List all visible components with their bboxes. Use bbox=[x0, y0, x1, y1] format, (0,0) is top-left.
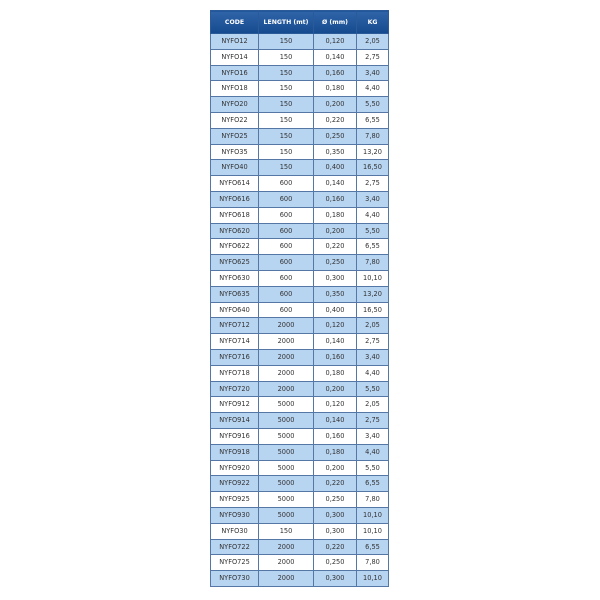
table-row bbox=[211, 207, 389, 223]
cell-diameter: 0,250 bbox=[314, 492, 357, 508]
cell-length: 150 bbox=[259, 65, 314, 81]
cell-code: NYFO930 bbox=[211, 507, 259, 523]
cell-code: NYFO18 bbox=[211, 81, 259, 97]
cell-length: 2000 bbox=[259, 318, 314, 334]
table-row bbox=[211, 239, 389, 255]
cell-code: NYFO920 bbox=[211, 460, 259, 476]
cell-diameter: 0,300 bbox=[314, 523, 357, 539]
table-row bbox=[211, 144, 389, 160]
cell-length: 5000 bbox=[259, 476, 314, 492]
cell-length: 2000 bbox=[259, 539, 314, 555]
cell-code: NYFO616 bbox=[211, 191, 259, 207]
cell-code: NYFO622 bbox=[211, 239, 259, 255]
cell-diameter: 0,160 bbox=[314, 191, 357, 207]
cell-kg: 2,75 bbox=[357, 176, 389, 192]
cell-kg: 4,40 bbox=[357, 365, 389, 381]
cell-diameter: 0,180 bbox=[314, 365, 357, 381]
table-row bbox=[211, 128, 389, 144]
cell-length: 150 bbox=[259, 144, 314, 160]
cell-code: NYFO714 bbox=[211, 334, 259, 350]
cell-code: NYFO620 bbox=[211, 223, 259, 239]
cell-length: 2000 bbox=[259, 349, 314, 365]
cell-length: 5000 bbox=[259, 492, 314, 508]
cell-kg: 6,55 bbox=[357, 476, 389, 492]
cell-length: 600 bbox=[259, 302, 314, 318]
column-header-kg: KG bbox=[357, 11, 389, 34]
cell-code: NYFO922 bbox=[211, 476, 259, 492]
cell-length: 5000 bbox=[259, 397, 314, 413]
cell-kg: 4,40 bbox=[357, 81, 389, 97]
cell-kg: 3,40 bbox=[357, 191, 389, 207]
cell-diameter: 0,250 bbox=[314, 255, 357, 271]
cell-diameter: 0,180 bbox=[314, 444, 357, 460]
cell-code: NYFO640 bbox=[211, 302, 259, 318]
cell-length: 600 bbox=[259, 286, 314, 302]
cell-code: NYFO716 bbox=[211, 349, 259, 365]
cell-length: 600 bbox=[259, 176, 314, 192]
cell-diameter: 0,160 bbox=[314, 65, 357, 81]
cell-diameter: 0,200 bbox=[314, 97, 357, 113]
cell-kg: 10,10 bbox=[357, 507, 389, 523]
cell-length: 150 bbox=[259, 97, 314, 113]
cell-diameter: 0,140 bbox=[314, 176, 357, 192]
cell-code: NYFO925 bbox=[211, 492, 259, 508]
table-row bbox=[211, 112, 389, 128]
cell-diameter: 0,180 bbox=[314, 81, 357, 97]
table-row bbox=[211, 49, 389, 65]
cell-diameter: 0,220 bbox=[314, 239, 357, 255]
cell-code: NYFO40 bbox=[211, 160, 259, 176]
column-header-length: LENGTH (mt) bbox=[259, 11, 314, 34]
table-body bbox=[211, 34, 389, 587]
cell-length: 600 bbox=[259, 239, 314, 255]
cell-code: NYFO618 bbox=[211, 207, 259, 223]
cell-code: NYFO916 bbox=[211, 428, 259, 444]
table-row bbox=[211, 65, 389, 81]
cell-diameter: 0,140 bbox=[314, 334, 357, 350]
table-row bbox=[211, 571, 389, 587]
cell-code: NYFO914 bbox=[211, 413, 259, 429]
cell-length: 5000 bbox=[259, 460, 314, 476]
cell-kg: 10,10 bbox=[357, 571, 389, 587]
cell-code: NYFO912 bbox=[211, 397, 259, 413]
cell-diameter: 0,250 bbox=[314, 128, 357, 144]
cell-kg: 2,75 bbox=[357, 413, 389, 429]
cell-length: 600 bbox=[259, 207, 314, 223]
cell-kg: 2,75 bbox=[357, 334, 389, 350]
table-row bbox=[211, 365, 389, 381]
table-row bbox=[211, 255, 389, 271]
cell-kg: 7,80 bbox=[357, 128, 389, 144]
cell-diameter: 0,400 bbox=[314, 302, 357, 318]
table-row bbox=[211, 223, 389, 239]
cell-kg: 16,50 bbox=[357, 302, 389, 318]
cell-code: NYFO625 bbox=[211, 255, 259, 271]
cell-kg: 3,40 bbox=[357, 349, 389, 365]
table-row bbox=[211, 81, 389, 97]
cell-kg: 13,20 bbox=[357, 144, 389, 160]
cell-code: NYFO12 bbox=[211, 34, 259, 50]
cell-kg: 10,10 bbox=[357, 523, 389, 539]
table-row bbox=[211, 318, 389, 334]
cell-length: 150 bbox=[259, 128, 314, 144]
cell-kg: 4,40 bbox=[357, 207, 389, 223]
cell-code: NYFO614 bbox=[211, 176, 259, 192]
table-row bbox=[211, 397, 389, 413]
cell-code: NYFO730 bbox=[211, 571, 259, 587]
cell-kg: 5,50 bbox=[357, 223, 389, 239]
column-header-code: CODE bbox=[211, 11, 259, 34]
cell-length: 2000 bbox=[259, 381, 314, 397]
cell-length: 150 bbox=[259, 34, 314, 50]
table-row bbox=[211, 444, 389, 460]
cell-diameter: 0,120 bbox=[314, 397, 357, 413]
cell-code: NYFO630 bbox=[211, 270, 259, 286]
cell-length: 2000 bbox=[259, 571, 314, 587]
cell-diameter: 0,200 bbox=[314, 223, 357, 239]
cell-diameter: 0,300 bbox=[314, 507, 357, 523]
cell-length: 150 bbox=[259, 523, 314, 539]
cell-length: 150 bbox=[259, 49, 314, 65]
cell-length: 5000 bbox=[259, 444, 314, 460]
cell-code: NYFO14 bbox=[211, 49, 259, 65]
cell-diameter: 0,140 bbox=[314, 413, 357, 429]
cell-diameter: 0,180 bbox=[314, 207, 357, 223]
cell-kg: 5,50 bbox=[357, 97, 389, 113]
cell-length: 150 bbox=[259, 160, 314, 176]
cell-length: 5000 bbox=[259, 507, 314, 523]
cell-diameter: 0,220 bbox=[314, 112, 357, 128]
table-row bbox=[211, 555, 389, 571]
product-spec-table bbox=[210, 10, 389, 587]
cell-length: 600 bbox=[259, 255, 314, 271]
cell-kg: 10,10 bbox=[357, 270, 389, 286]
cell-code: NYFO30 bbox=[211, 523, 259, 539]
cell-length: 600 bbox=[259, 270, 314, 286]
cell-diameter: 0,250 bbox=[314, 555, 357, 571]
cell-code: NYFO635 bbox=[211, 286, 259, 302]
cell-code: NYFO25 bbox=[211, 128, 259, 144]
cell-kg: 2,05 bbox=[357, 397, 389, 413]
table-row bbox=[211, 428, 389, 444]
cell-diameter: 0,400 bbox=[314, 160, 357, 176]
cell-length: 150 bbox=[259, 112, 314, 128]
cell-diameter: 0,220 bbox=[314, 539, 357, 555]
cell-code: NYFO712 bbox=[211, 318, 259, 334]
table-row bbox=[211, 160, 389, 176]
cell-diameter: 0,300 bbox=[314, 571, 357, 587]
cell-kg: 13,20 bbox=[357, 286, 389, 302]
table-row bbox=[211, 97, 389, 113]
table-row bbox=[211, 34, 389, 50]
column-header-diameter: Ø (mm) bbox=[314, 11, 357, 34]
cell-diameter: 0,300 bbox=[314, 270, 357, 286]
table-row bbox=[211, 539, 389, 555]
cell-diameter: 0,160 bbox=[314, 428, 357, 444]
cell-kg: 7,80 bbox=[357, 492, 389, 508]
cell-kg: 5,50 bbox=[357, 460, 389, 476]
table-row bbox=[211, 492, 389, 508]
cell-kg: 4,40 bbox=[357, 444, 389, 460]
cell-diameter: 0,220 bbox=[314, 476, 357, 492]
cell-code: NYFO22 bbox=[211, 112, 259, 128]
table-row bbox=[211, 523, 389, 539]
cell-kg: 2,75 bbox=[357, 49, 389, 65]
cell-code: NYFO718 bbox=[211, 365, 259, 381]
table-row bbox=[211, 476, 389, 492]
cell-diameter: 0,350 bbox=[314, 144, 357, 160]
cell-length: 150 bbox=[259, 81, 314, 97]
cell-kg: 16,50 bbox=[357, 160, 389, 176]
table-header bbox=[211, 11, 389, 34]
cell-diameter: 0,350 bbox=[314, 286, 357, 302]
cell-code: NYFO16 bbox=[211, 65, 259, 81]
cell-code: NYFO35 bbox=[211, 144, 259, 160]
cell-length: 5000 bbox=[259, 413, 314, 429]
table-row bbox=[211, 270, 389, 286]
cell-code: NYFO918 bbox=[211, 444, 259, 460]
cell-length: 600 bbox=[259, 191, 314, 207]
cell-length: 5000 bbox=[259, 428, 314, 444]
cell-kg: 2,05 bbox=[357, 34, 389, 50]
cell-kg: 3,40 bbox=[357, 428, 389, 444]
cell-kg: 7,80 bbox=[357, 555, 389, 571]
cell-code: NYFO720 bbox=[211, 381, 259, 397]
cell-kg: 5,50 bbox=[357, 381, 389, 397]
cell-length: 600 bbox=[259, 223, 314, 239]
cell-kg: 6,55 bbox=[357, 112, 389, 128]
cell-diameter: 0,140 bbox=[314, 49, 357, 65]
table-row bbox=[211, 507, 389, 523]
cell-diameter: 0,200 bbox=[314, 460, 357, 476]
cell-kg: 2,05 bbox=[357, 318, 389, 334]
cell-code: NYFO20 bbox=[211, 97, 259, 113]
cell-diameter: 0,160 bbox=[314, 349, 357, 365]
table-row bbox=[211, 191, 389, 207]
cell-length: 2000 bbox=[259, 334, 314, 350]
cell-diameter: 0,120 bbox=[314, 318, 357, 334]
cell-kg: 7,80 bbox=[357, 255, 389, 271]
cell-code: NYFO725 bbox=[211, 555, 259, 571]
table-row bbox=[211, 349, 389, 365]
table-row bbox=[211, 381, 389, 397]
cell-kg: 3,40 bbox=[357, 65, 389, 81]
table-row bbox=[211, 286, 389, 302]
cell-length: 2000 bbox=[259, 365, 314, 381]
cell-code: NYFO722 bbox=[211, 539, 259, 555]
cell-kg: 6,55 bbox=[357, 539, 389, 555]
cell-length: 2000 bbox=[259, 555, 314, 571]
header-row bbox=[211, 11, 389, 34]
table-row bbox=[211, 302, 389, 318]
table-row bbox=[211, 460, 389, 476]
table-row bbox=[211, 334, 389, 350]
table-row bbox=[211, 413, 389, 429]
cell-diameter: 0,120 bbox=[314, 34, 357, 50]
cell-diameter: 0,200 bbox=[314, 381, 357, 397]
table-row bbox=[211, 176, 389, 192]
cell-kg: 6,55 bbox=[357, 239, 389, 255]
